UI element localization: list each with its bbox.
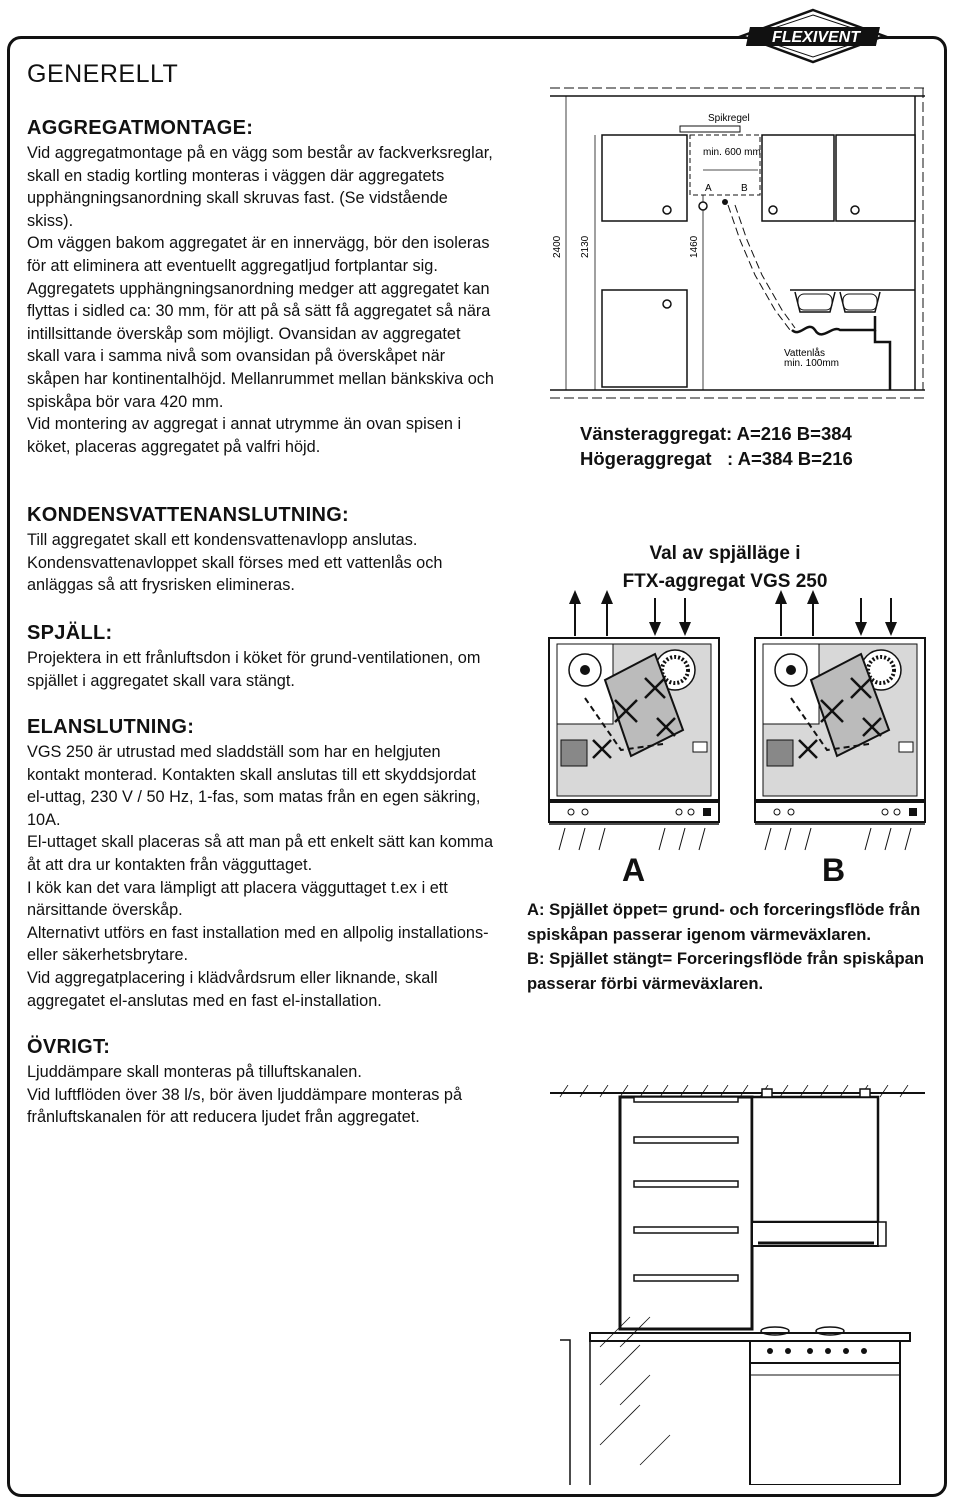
svg-text:min. 100mm: min. 100mm [784,358,840,369]
section-heading: SPJÄLL: [27,622,113,644]
section-elanslutning [27,716,497,1012]
cabinet-hood-diagram [540,1085,935,1485]
svg-text:Vattenlås: Vattenlås [784,348,825,359]
note-b: B: Spjället stängt= Forceringsflöde från spiskåpan passerar förbi värmeväxlaren. [527,949,924,993]
paragraph: Projektera in ett frånluftsdon i köket för grund-ventilationen, om spjället i aggregatet skall vara stängt. [27,649,481,690]
page-title: GENERELLT [27,60,179,88]
paragraph: Vid montering av aggregat i annat utrymme än ovan spisen i köket, placeras aggregatet på valfri höjd. [27,415,462,456]
svg-text:Spikregel: Spikregel [708,113,750,124]
svg-text:1460: 1460 [689,235,700,258]
paragraph: Vid luftflöden över 38 l/s, bör även ljuddämpare monteras på frånluftskanalen för att reducera ljudet från aggregatet. [27,1085,463,1127]
paragraph: Om väggen bakom aggregatet är en innervägg, bör den isoleras för att eliminera att eventuellt aggregatljud fortplantar sig. Aggregatets upphängningsanordning medger att aggregatet kan flyttas i sidled ca: 30 mm, för att på så sätt få aggregatet så nära intillsittande överskåp som möjligt. Ovansidan av aggregatet skall vara i samma nivå som ovansidan på överskåpet när skåpen har kontinentalhöjd. Mellanrummet mellan bänkskiva och spiskåpa bör vara 420 mm. [27,234,494,411]
section-heading: ÖVRIGT: [27,1036,111,1058]
section-kondensvatten [27,504,497,597]
variant-b-label: B [822,852,846,888]
paragraph: Kondensvattenavloppet skall förses med ett vattenlås och anläggas så att frysrisken elimineras. [27,553,443,595]
paragraph: Vid aggregatplacering i klädvårdsrum eller liknande, skall aggregatet el-anslutas med en fast el-installation. [27,968,438,1010]
svg-text:2400: 2400 [552,235,563,258]
paragraph: I kök kan det vara lämpligt att placera vägguttaget t.ex i ett närsittande överskåp. [27,878,448,920]
flexivent-logo [738,8,888,64]
damper-notes [527,898,937,996]
damper-selection-title: Val av spjälläge i FTX-aggregat VGS 250 [622,543,828,592]
svg-text:min. 600 mm: min. 600 mm [703,147,761,158]
section-spjall [27,622,497,692]
dimension-text: Vänsteraggregat: A=216 B=384 Högeraggregat : A=384 B=216 [580,423,853,469]
damper-position-diagrams [545,590,930,865]
section-aggregatmontage [27,117,497,458]
svg-text:2130: 2130 [580,235,591,258]
paragraph: Till aggregatet skall ett kondensvattenavlopp anslutas. [27,531,418,549]
section-heading: KONDENSVATTENANSLUTNING: [27,504,350,526]
paragraph: Alternativt utförs en fast installation med en allpolig installations- eller säkerhetsbrytare. [27,923,489,965]
variant-a-label: A [622,852,646,888]
paragraph: Ljuddämpare skall monteras på tilluftskanalen. [27,1063,362,1081]
note-a: A: Spjället öppet= grund- och forceringsflöde från spiskåpan passerar igenom värmeväxlaren. [527,900,921,944]
svg-text:B: B [741,183,748,194]
section-ovrigt [27,1036,497,1129]
paragraph: Vid aggregatmontage på en vägg som består av fackverksreglar, skall en stadig kortling monteras i väggen där aggregatets upphängningsanordning skall skruvas fast. (Se vidstående skiss). [27,144,493,230]
kitchen-mounting-diagram [540,80,935,410]
section-heading: AGGREGATMONTAGE: [27,117,254,139]
svg-text:FLEXIVENT: FLEXIVENT [771,29,861,46]
svg-text:A: A [705,183,712,194]
section-heading: ELANSLUTNING: [27,716,195,738]
paragraph: VGS 250 är utrustad med sladdställ som har en helgjuten kontakt monterad. Kontakten skall anslutas till ett skyddsjordat el-uttag, 230 V / 50 Hz, 1-fas, som matas från en egen säkring, 10A. [27,743,481,829]
paragraph: El-uttaget skall placeras så att man på ett enkelt sätt kan komma åt att dra ur kontakten från vägguttaget. [27,833,494,874]
